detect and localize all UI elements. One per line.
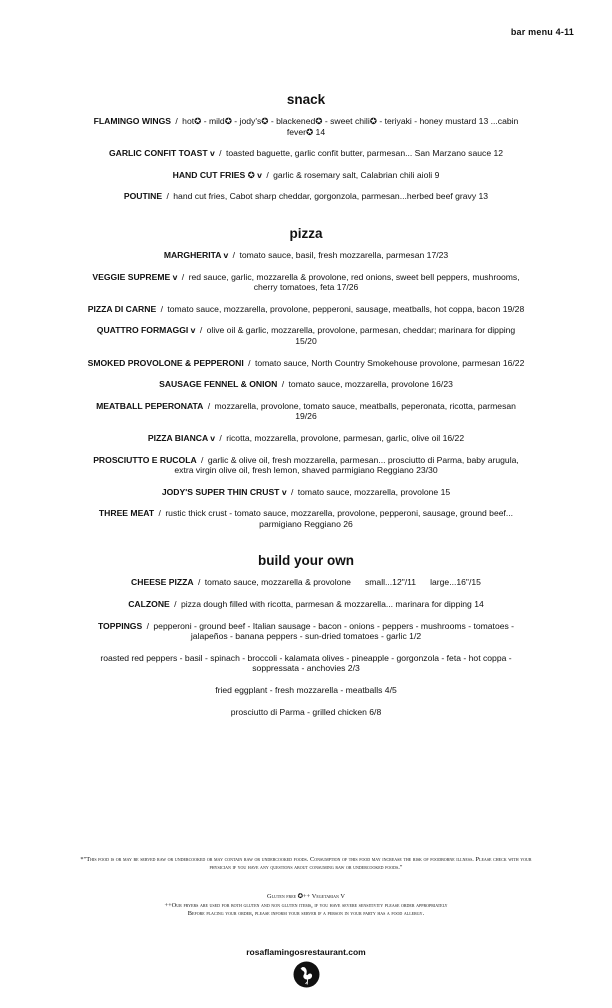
item-name: PIZZA DI CARNE bbox=[87, 303, 157, 314]
menu-item: HAND CUT FRIES ✪ v / garlic & rosemary salt, Calabrian chili aioli 9 bbox=[172, 169, 440, 180]
menu-item: PIZZA BIANCA v / ricotta, mozzarella, provolone, parmesan, garlic, olive oil 16/22 bbox=[147, 432, 465, 443]
snack-section bbox=[92, 92, 520, 202]
raw-food-disclaimer: *"This food is or may be served raw or undercooked or may contain raw or undercooked foods. Consumption of this food may increase the risk of foodborne illness. Please check with your physician if you have any questions about consuming raw or undercooked foods." bbox=[80, 856, 532, 871]
item-desc: garlic & olive oil, fresh mozzarella, parmesan... prosciutto di Parma, baby arugula, extra virgin olive oil, fresh lemon, shaved parmigiano Reggiano 23/30 bbox=[174, 454, 519, 476]
section-title: build your own bbox=[258, 553, 354, 569]
menu-item: GARLIC CONFIT TOAST v / toasted baguette, garlic confit butter, parmesan... San Marzano sauce 12 bbox=[108, 148, 504, 159]
size-large: large...16"/15 bbox=[430, 577, 481, 588]
item-name: GARLIC CONFIT TOAST v bbox=[108, 148, 215, 159]
menu-item: PIZZA DI CARNE / tomato sauce, mozzarella, provolone, pepperoni, sausage, meatballs, hot coppa, bacon 19/28 bbox=[87, 303, 525, 314]
item-desc: tomato sauce, North Country Smokehouse provolone, parmesan 16/22 bbox=[254, 357, 525, 368]
menu-item-calzone: CALZONE / pizza dough filled with ricotta, parmesan & mozzarella... marinara for dipping 14 bbox=[128, 599, 484, 610]
menu-item: PROSCIUTTO E RUCOLA / garlic & olive oil, fresh mozzarella, parmesan... prosciutto di Parma, baby arugula, extra virgin olive oil, fresh lemon, shaved parmigiano Reggiano 23/30 bbox=[93, 454, 519, 476]
toppings-tier-4: prosciutto di Parma - grilled chicken 6/8 bbox=[230, 706, 382, 717]
item-desc: tomato sauce, mozzarella, provolone 16/23 bbox=[288, 379, 453, 390]
size-small: small...12"/11 bbox=[364, 577, 417, 588]
menu-content bbox=[87, 92, 525, 741]
menu-item: QUATTRO FORMAGGI v / olive oil & garlic, mozzarella, provolone, parmesan, cheddar; marinara for dipping 15/20 bbox=[96, 325, 516, 346]
allergy-note: Before placing your order, please inform your server if a person in your party has a food allergy. bbox=[187, 910, 425, 918]
item-desc: tomato sauce, mozzarella, provolone 15 bbox=[297, 486, 451, 497]
menu-item-toppings: TOPPINGS / pepperoni - ground beef - Italian sausage - bacon - onions - peppers - mushrooms - tomatoes - jalapeños - banana peppers - sun-dried tomatoes - garlic 1/2 bbox=[97, 620, 515, 642]
item-name: MARGHERITA v bbox=[163, 249, 229, 260]
item-desc: ricotta, mozzarella, provolone, parmesan, garlic, olive oil 16/22 bbox=[226, 432, 465, 443]
item-name: JODY'S SUPER THIN CRUST v bbox=[161, 486, 287, 497]
item-desc: mozzarella, provolone, tomato sauce, meatballs, peperonata, ricotta, parmesan 19/26 bbox=[214, 400, 516, 422]
build-your-own-section bbox=[92, 553, 520, 717]
item-desc: tomato sauce, mozzarella, provolone, pepperoni, sausage, meatballs, hot coppa, bacon 19/28 bbox=[167, 303, 525, 314]
item-name: PIZZA BIANCA v bbox=[147, 432, 216, 443]
item-desc: tomato sauce, mozzarella & provolone bbox=[204, 577, 351, 588]
item-name: PROSCIUTTO E RUCOLA bbox=[93, 454, 197, 465]
item-name: VEGGIE SUPREME v bbox=[92, 271, 178, 282]
menu-item: SMOKED PROVOLONE & PEPPERONI / tomato sauce, North Country Smokehouse provolone, parmesan 16/22 bbox=[87, 357, 525, 368]
menu-item-cheese-pizza: CHEESE PIZZA / tomato sauce, mozzarella & provolone small...12"/11 large...16"/15 bbox=[131, 577, 481, 588]
item-desc: hot✪ - mild✪ - jody's✪ - blackened✪ - sweet chili✪ - teriyaki - honey mustard 13 ...cabin fever✪ 14 bbox=[182, 116, 519, 137]
section-title: snack bbox=[286, 92, 326, 107]
item-desc: rustic thick crust - tomato sauce, mozzarella, provolone, pepperoni, sausage, ground beef... parmigiano Reggiano 26 bbox=[165, 508, 514, 529]
item-desc: garlic & rosemary salt, Calabrian chili aioli 9 bbox=[273, 169, 440, 180]
section-title: pizza bbox=[289, 225, 323, 241]
item-desc: toasted baguette, garlic confit butter, parmesan... San Marzano sauce 12 bbox=[225, 148, 504, 159]
item-desc: tomato sauce, basil, fresh mozzarella, parmesan 17/23 bbox=[239, 249, 449, 260]
toppings-tier-3: fried eggplant - fresh mozzarella - meatballs 4/5 bbox=[215, 685, 397, 696]
item-name: HAND CUT FRIES ✪ v bbox=[172, 169, 262, 180]
menu-item: FLAMINGO WINGS / hot✪ - mild✪ - jody's✪ - blackened✪ - sweet chili✪ - teriyaki - honey mustard 13 ...cabin fever✪ 14 bbox=[93, 116, 519, 137]
toppings-tier-2: roasted red peppers - basil - spinach - broccoli - kalamata olives - pineapple - gorgonzola - feta - hot coppa - soppressata - anchovies 2/3 bbox=[100, 652, 512, 674]
item-name: MEATBALL PEPERONATA bbox=[96, 400, 204, 411]
menu-item: MEATBALL PEPERONATA / mozzarella, provolone, tomato sauce, meatballs, peperonata, ricotta, parmesan 19/26 bbox=[96, 400, 516, 422]
item-desc: red sauce, garlic, mozzarella & provolone, red onions, sweet bell peppers, mushrooms, cherry tomatoes, feta 17/26 bbox=[188, 271, 520, 293]
menu-item: SAUSAGE FENNEL & ONION / tomato sauce, mozzarella, provolone 16/23 bbox=[159, 379, 453, 390]
item-name: CHEESE PIZZA bbox=[131, 577, 194, 588]
item-name: SMOKED PROVOLONE & PEPPERONI bbox=[87, 357, 244, 368]
fryer-note: ++Our fryers are used for both gluten and non gluten items, if you have severe sensitivity please order appropriately bbox=[164, 901, 448, 909]
menu-item: VEGGIE SUPREME v / red sauce, garlic, mozzarella & provolone, red onions, sweet bell peppers, mushrooms, cherry tomatoes, feta 17/26 bbox=[92, 271, 520, 293]
item-desc: pizza dough filled with ricotta, parmesan & mozzarella... marinara for dipping 14 bbox=[180, 599, 484, 610]
item-name: TOPPINGS bbox=[97, 620, 143, 631]
item-name: SAUSAGE FENNEL & ONION bbox=[159, 379, 278, 390]
menu-item: POUTINE / hand cut fries, Cabot sharp cheddar, gorgonzola, parmesan...herbed beef gravy 13 bbox=[123, 191, 489, 202]
dietary-legend-block bbox=[90, 893, 522, 919]
menu-item: THREE MEAT / rustic thick crust - tomato sauce, mozzarella, provolone, pepperoni, sausage, ground beef... parmigiano Reggiano 26 bbox=[98, 508, 514, 529]
item-name: THREE MEAT bbox=[98, 508, 155, 519]
flamingo-logo-icon bbox=[293, 961, 320, 988]
item-desc: olive oil & garlic, mozzarella, provolone, parmesan, cheddar; marinara for dipping 15/20 bbox=[206, 325, 516, 346]
dietary-legend: Gluten free ✪++ Vegetarian V bbox=[266, 893, 346, 900]
pizza-section bbox=[87, 225, 525, 530]
menu-item: JODY'S SUPER THIN CRUST v / tomato sauce, mozzarella, provolone 15 bbox=[161, 486, 451, 497]
item-desc: hand cut fries, Cabot sharp cheddar, gorgonzola, parmesan...herbed beef gravy 13 bbox=[173, 191, 489, 202]
menu-item: MARGHERITA v / tomato sauce, basil, fresh mozzarella, parmesan 17/23 bbox=[163, 249, 449, 260]
menu-date-label: bar menu 4-11 bbox=[510, 27, 574, 37]
item-name: FLAMINGO WINGS bbox=[93, 116, 171, 126]
item-desc: pepperoni - ground beef - Italian sausage - bacon - onions - peppers - mushrooms - tomatoes - jalapeños - banana peppers - sun-dried tomatoes - garlic 1/2 bbox=[153, 620, 515, 642]
item-name: QUATTRO FORMAGGI v bbox=[96, 325, 196, 336]
item-name: POUTINE bbox=[123, 191, 163, 202]
item-name: CALZONE bbox=[128, 599, 170, 610]
website-url: rosaflamingosrestaurant.com bbox=[246, 947, 366, 957]
